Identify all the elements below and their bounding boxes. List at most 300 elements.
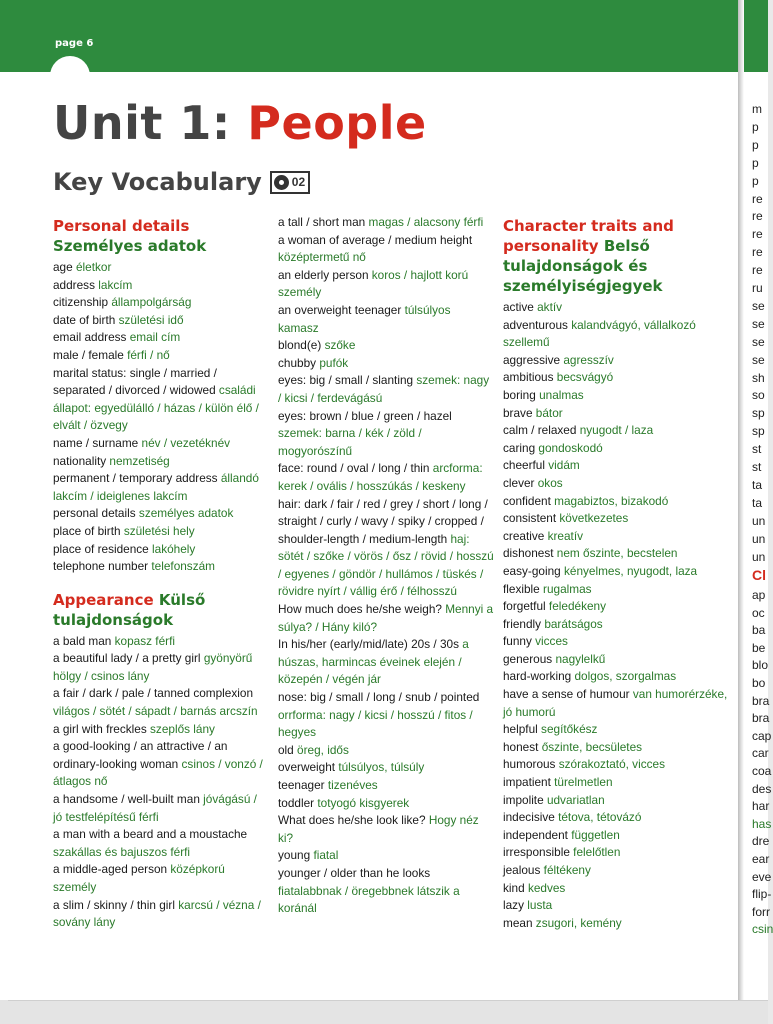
entry-hungarian: állandó lakcím / ideiglenes lakcím xyxy=(53,471,259,503)
vocab-entry xyxy=(53,294,268,312)
entry-english: an overweight teenager xyxy=(278,302,402,317)
facing-page-fragment: un xyxy=(752,549,766,564)
facing-page-fragment: oc xyxy=(752,605,765,620)
vocab-entry xyxy=(503,668,728,686)
entry-hungarian: középtermetű nő xyxy=(278,250,366,265)
vocab-entry xyxy=(503,422,728,440)
facing-page-fragment: blo xyxy=(752,658,769,673)
entry-english: irresponsible xyxy=(503,845,570,860)
entry-hungarian: magas / alacsony férfi xyxy=(368,215,484,229)
entry-hungarian: születési idő xyxy=(118,312,184,327)
facing-page-fragment: so xyxy=(752,388,765,403)
entry-hungarian: szakállas és bajuszos férfi xyxy=(53,844,191,859)
facing-page-fragment: bra xyxy=(752,693,770,708)
facing-page-fragment: re xyxy=(752,191,763,206)
entry-hungarian: agresszív xyxy=(563,352,614,367)
entry-hungarian: őszinte, becsületes xyxy=(541,739,643,754)
vocab-entry xyxy=(503,756,728,774)
entry-english: How much does he/she weigh? xyxy=(278,602,442,617)
vocab-entry xyxy=(53,470,268,505)
vocab-entry xyxy=(503,405,728,423)
entry-hungarian: totyogó kisgyerek xyxy=(317,795,410,810)
entry-english: male / female xyxy=(53,347,124,362)
vocab-entry xyxy=(503,862,728,880)
vocab-entry xyxy=(503,827,728,845)
facing-page-fragment: ear xyxy=(752,852,770,866)
entry-english: kind xyxy=(503,880,525,895)
entry-hungarian: vidám xyxy=(548,458,580,473)
audio-track-badge xyxy=(270,171,310,194)
entry-english: a slim / skinny / thin girl xyxy=(53,897,175,912)
entry-hungarian: kalandvágyó, vállalkozó szellemű xyxy=(503,317,696,350)
vocab-entry xyxy=(53,633,268,651)
entry-english: impolite xyxy=(503,792,544,807)
page-label: page 6 xyxy=(55,38,94,49)
entry-english: cheerful xyxy=(503,458,545,473)
vocab-entry xyxy=(278,865,494,918)
facing-page-fragment: p xyxy=(752,137,759,152)
vocab-entry xyxy=(503,493,728,511)
facing-page-fragment: ta xyxy=(752,495,763,510)
entry-english: honest xyxy=(503,739,539,754)
section-heading xyxy=(53,216,268,256)
vocab-entry xyxy=(53,277,268,295)
entry-hungarian: koros / hajlott korú személy xyxy=(278,267,469,300)
entry-hungarian: bátor xyxy=(535,405,563,420)
vocab-entry xyxy=(278,795,494,813)
entry-english: a girl with freckles xyxy=(53,721,147,736)
entry-english: marital status: single / married / separated / divorced / widowed xyxy=(53,365,217,398)
vocab-entry xyxy=(53,259,268,277)
vocab-entry xyxy=(503,686,728,721)
entry-english: impatient xyxy=(503,775,551,790)
facing-page-fragment: un xyxy=(752,513,766,528)
vocab-entry xyxy=(53,650,268,685)
vocab-entry xyxy=(53,685,268,720)
entry-hungarian: szeplős lány xyxy=(150,721,215,736)
facing-page-fragment: m xyxy=(752,102,762,116)
header-bar-notch xyxy=(50,56,90,88)
entry-english: friendly xyxy=(503,616,542,631)
entry-english: place of residence xyxy=(53,541,149,556)
entry-english: address xyxy=(53,277,95,292)
vocab-entry xyxy=(503,616,728,634)
vocab-entry xyxy=(53,505,268,523)
entry-english: hard-working xyxy=(503,669,572,684)
facing-page-fragment: flip- xyxy=(752,887,772,902)
vocab-entry xyxy=(53,558,268,576)
vocab-entry xyxy=(278,302,494,337)
vocab-entry xyxy=(278,408,494,461)
scan-bottom-margin xyxy=(0,1000,768,1024)
vocab-section xyxy=(278,214,494,918)
vocab-entry xyxy=(278,496,494,602)
vocab-entry xyxy=(503,387,728,405)
vocab-entry xyxy=(503,651,728,669)
entry-hungarian: feledékeny xyxy=(548,599,606,614)
entry-english: email address xyxy=(53,330,127,345)
entry-hungarian: becsvágyó xyxy=(556,370,614,385)
vocab-entry xyxy=(53,347,268,365)
vocab-entry xyxy=(503,880,728,898)
vocab-entry xyxy=(278,847,494,865)
entry-hungarian: gondoskodó xyxy=(538,440,603,455)
entry-hungarian: felelőtlen xyxy=(573,845,621,860)
entry-hungarian: kopasz férfi xyxy=(114,633,175,648)
entry-english: helpful xyxy=(503,722,538,737)
vocab-entry xyxy=(503,897,728,915)
facing-page-fragment: be xyxy=(752,640,766,655)
entry-english: independent xyxy=(503,827,568,842)
entry-english: eyes: brown / blue / green / hazel xyxy=(278,408,452,423)
entry-english: What does he/she look like? xyxy=(278,813,426,828)
vocab-entry xyxy=(503,317,728,352)
cd-icon xyxy=(274,175,289,190)
entry-english: telephone number xyxy=(53,559,149,574)
entry-hungarian: magabiztos, bizakodó xyxy=(554,493,669,508)
entry-hungarian: Hogy néz ki? xyxy=(278,813,479,845)
facing-page-fragment: ba xyxy=(752,623,766,638)
section-heading xyxy=(503,216,728,296)
entry-english: a tall / short man xyxy=(278,215,366,229)
entry-hungarian: független xyxy=(571,827,620,842)
facing-page-fragment: car xyxy=(752,746,769,761)
entry-english: teenager xyxy=(278,778,325,792)
entry-hungarian: tétova, tétovázó xyxy=(558,810,642,825)
vocab-entry xyxy=(503,739,728,757)
unit-topic: People xyxy=(247,96,427,150)
facing-page-fragment: coa xyxy=(752,764,772,778)
entry-english: adventurous xyxy=(503,317,568,332)
facing-page-edge xyxy=(738,0,773,1000)
entry-english: indecisive xyxy=(503,810,555,825)
entry-hungarian: szemek: nagy / kicsi / ferdevágású xyxy=(278,373,490,405)
entry-english: a middle-aged person xyxy=(53,862,168,877)
entry-hungarian: nyugodt / laza xyxy=(579,423,654,438)
vocab-entry xyxy=(53,897,268,932)
vocab-entry xyxy=(503,774,728,792)
section-heading-en: Personal details xyxy=(53,217,190,235)
vocab-entry xyxy=(503,563,728,581)
facing-page-fragment: ap xyxy=(752,588,766,602)
entry-hungarian: következetes xyxy=(559,511,629,526)
vocab-entry xyxy=(503,598,728,616)
facing-page-fragment: p xyxy=(752,173,759,188)
vocab-entry xyxy=(53,435,268,453)
entry-english: an elderly person xyxy=(278,267,369,282)
vocab-entry xyxy=(278,742,494,760)
entry-hungarian: rugalmas xyxy=(543,581,592,596)
entry-english: nose: big / small / long / snub / pointed xyxy=(278,690,480,705)
vocab-entry xyxy=(53,365,268,435)
vocab-entry xyxy=(503,299,728,317)
facing-page-fragment: se xyxy=(752,352,765,367)
vocab-entry xyxy=(278,337,494,355)
entry-english: face: round / oval / long / thin xyxy=(278,461,430,476)
entry-hungarian: van humorérzéke, jó humorú xyxy=(503,687,728,719)
entry-hungarian: udvariatlan xyxy=(546,792,605,807)
entry-hungarian: életkor xyxy=(75,260,112,274)
entry-english: a bald man xyxy=(53,633,112,648)
book-gutter-shadow xyxy=(738,0,744,1000)
entry-hungarian: személyes adatok xyxy=(138,506,234,521)
entry-hungarian: okos xyxy=(537,475,563,490)
vocab-entry xyxy=(503,721,728,739)
unit-label: Unit 1: xyxy=(53,96,231,150)
facing-page-heading-fragment: Cl xyxy=(752,567,766,583)
entry-hungarian: arcforma: kerek / ovális / hosszúkás / keskeny xyxy=(278,461,483,493)
entry-english: name / surname xyxy=(53,435,139,450)
entry-english: confident xyxy=(503,493,551,508)
entry-english: toddler xyxy=(278,795,315,810)
entry-hungarian: zsugori, kemény xyxy=(535,915,622,930)
section-heading-en: Character traits and personality xyxy=(503,217,674,255)
vocab-entry xyxy=(53,791,268,826)
entry-english: calm / relaxed xyxy=(503,423,577,438)
entry-english: citizenship xyxy=(53,295,109,310)
facing-page-fragment: st xyxy=(752,460,762,474)
entry-hungarian: orrforma: nagy / kicsi / hosszú / fitos / hegyes xyxy=(278,707,473,740)
entry-hungarian: állampolgárság xyxy=(111,295,192,310)
entry-hungarian: fiatal xyxy=(313,848,339,863)
facing-page-fragment: se xyxy=(752,334,765,349)
facing-page-fragment: se xyxy=(752,298,765,313)
vocab-entry xyxy=(503,440,728,458)
vocab-entry xyxy=(278,601,494,636)
facing-page-fragment: sp xyxy=(752,424,765,439)
vocab-entry xyxy=(278,689,494,742)
vocab-entry xyxy=(278,777,494,795)
vocab-entry xyxy=(503,581,728,599)
entry-hungarian: szőke xyxy=(324,338,356,353)
entry-hungarian: nem őszinte, becstelen xyxy=(556,546,678,561)
vocab-entry xyxy=(53,312,268,330)
facing-page-fragment: re xyxy=(752,263,763,278)
vocab-entry xyxy=(503,792,728,810)
entry-hungarian: nagylelkű xyxy=(555,651,606,666)
section-heading-hu: Külső tulajdonságok xyxy=(53,590,206,629)
entry-hungarian: nemzetiség xyxy=(109,453,170,468)
entry-english: hair: dark / fair / red / grey / short / long / straight / curly / wavy / spiky / cropped / shoulder-length / medium-length xyxy=(278,496,488,546)
entry-english: clever xyxy=(503,475,535,490)
vocab-entry xyxy=(53,721,268,739)
entry-hungarian: aktív xyxy=(537,300,563,314)
entry-english: flexible xyxy=(503,581,540,596)
vocab-entry xyxy=(278,460,494,495)
entry-english: a handsome / well-built man xyxy=(53,792,200,807)
facing-page-fragment: dre xyxy=(752,834,770,849)
entry-hungarian: csinos / vonzó / átlagos nő xyxy=(53,756,263,789)
vocab-entry xyxy=(503,844,728,862)
entry-hungarian: túlsúlyos, túlsúly xyxy=(338,760,425,775)
entry-hungarian: lakcím xyxy=(98,277,133,292)
vocab-entry xyxy=(503,633,728,651)
facing-page-fragment: har xyxy=(752,799,770,814)
entry-english: a fair / dark / pale / tanned complexion xyxy=(53,686,254,701)
section-heading-en: Appearance xyxy=(53,590,154,609)
vocab-entry xyxy=(53,523,268,541)
vocab-entry xyxy=(53,541,268,559)
vocab-entry xyxy=(278,759,494,777)
vocab-entry xyxy=(53,738,268,791)
facing-page-fragment: sp xyxy=(752,406,765,421)
entry-english: personal details xyxy=(53,506,136,521)
entry-hungarian: név / vezetéknév xyxy=(141,435,231,450)
entry-english: a good-looking / an attractive / an ordinary-looking woman xyxy=(53,739,228,771)
vocab-entry xyxy=(503,457,728,475)
facing-page-fragment: p xyxy=(752,155,759,170)
entry-english: jealous xyxy=(503,863,541,877)
vocab-entry xyxy=(503,369,728,387)
entry-english: consistent xyxy=(503,511,557,526)
vocab-entry xyxy=(503,528,728,546)
vocab-entry xyxy=(53,453,268,471)
header-bar xyxy=(0,0,738,72)
entry-hungarian: telefonszám xyxy=(151,559,215,574)
entry-hungarian: kreatív xyxy=(547,528,583,543)
entry-english: date of birth xyxy=(53,312,116,327)
entry-english: caring xyxy=(503,440,536,455)
vocab-section xyxy=(53,216,268,576)
entry-english: mean xyxy=(503,915,533,930)
entry-hungarian: vicces xyxy=(535,634,568,649)
entry-hungarian: haj: sötét / szőke / vörös / ősz / rövid / hosszú / egyenes / göndör / hullámos / tüskés / rövidre nyírt / vállig érő / félhosszú xyxy=(278,531,494,599)
entry-english: younger / older than he looks xyxy=(278,865,431,880)
entry-hungarian: barátságos xyxy=(544,616,603,631)
facing-page-fragment: bo xyxy=(752,676,766,690)
audio-track-number: 02 xyxy=(291,175,306,189)
entry-hungarian: türelmetlen xyxy=(554,775,613,790)
vocab-entry xyxy=(278,232,494,267)
entry-hungarian: unalmas xyxy=(539,387,584,402)
facing-page-fragment: des xyxy=(752,781,772,796)
entry-hungarian: Mennyi a súlya? / Hány kiló? xyxy=(278,602,494,634)
entry-english: generous xyxy=(503,651,553,666)
entry-english: dishonest xyxy=(503,546,554,561)
vocab-entry xyxy=(278,636,494,689)
entry-english: forgetful xyxy=(503,599,546,614)
entry-hungarian: öreg, idős xyxy=(297,742,349,757)
facing-page-fragment: re xyxy=(752,245,763,260)
entry-english: lazy xyxy=(503,898,524,913)
entry-english: old xyxy=(278,742,294,757)
entry-hungarian: jóvágású / jó testfelépítésű férfi xyxy=(53,792,257,824)
entry-english: In his/her (early/mid/late) 20s / 30s xyxy=(278,637,459,652)
entry-english: easy-going xyxy=(503,563,561,578)
page-title xyxy=(53,96,427,150)
vocab-entry xyxy=(503,510,728,528)
entry-english: ambitious xyxy=(503,370,554,385)
facing-page-fragment: re xyxy=(752,227,763,242)
entry-hungarian: férfi / nő xyxy=(127,347,170,362)
vocab-entry xyxy=(278,812,494,847)
vocab-entry xyxy=(503,475,728,493)
entry-english: aggressive xyxy=(503,352,561,367)
facing-page-fragment: bra xyxy=(752,711,770,726)
facing-page-fragment: se xyxy=(752,316,765,331)
vocab-column-2 xyxy=(278,214,494,928)
entry-hungarian: tizenéves xyxy=(327,778,378,792)
section-heading xyxy=(53,590,268,630)
facing-page-fragment: csin xyxy=(752,922,773,937)
facing-page-fragment: forr xyxy=(752,904,770,919)
entry-english: a beautiful lady / a pretty girl xyxy=(53,651,201,666)
entry-hungarian: dolgos, szorgalmas xyxy=(574,669,677,684)
vocab-entry xyxy=(53,861,268,896)
vocab-section xyxy=(53,590,268,932)
vocab-section xyxy=(503,216,728,932)
entry-english: have a sense of humour xyxy=(503,687,630,702)
entry-hungarian: kedves xyxy=(527,880,566,895)
vocab-entry xyxy=(278,267,494,302)
entry-english: chubby xyxy=(278,355,317,370)
entry-english: a woman of average / medium height xyxy=(278,232,473,247)
entry-hungarian: születési hely xyxy=(123,523,195,538)
entry-hungarian: pufók xyxy=(319,355,349,370)
entry-english: place of birth xyxy=(53,523,121,538)
key-vocabulary-label: Key Vocabulary xyxy=(53,168,262,196)
entry-hungarian: email cím xyxy=(129,330,181,345)
entry-hungarian: szórakoztató, vicces xyxy=(558,757,665,772)
vocab-entry xyxy=(503,545,728,563)
vocab-entry xyxy=(278,355,494,373)
entry-hungarian: családi állapot: egyedülálló / házas / külön élő / elvált / özvegy xyxy=(53,383,259,433)
vocab-column-1 xyxy=(53,214,268,942)
entry-english: eyes: big / small / slanting xyxy=(278,373,414,388)
entry-english: young xyxy=(278,848,311,863)
entry-hungarian: a húszas, harmincas éveinek elején / közepén / végén jár xyxy=(278,637,469,687)
vocab-entry xyxy=(503,915,728,933)
facing-page-fragment: st xyxy=(752,442,762,457)
page-edge-line xyxy=(8,1000,768,1001)
facing-page-fragment: un xyxy=(752,531,766,546)
entry-hungarian: középkorú személy xyxy=(53,862,225,894)
entry-english: overweight xyxy=(278,760,336,775)
vocab-entry xyxy=(53,329,268,347)
entry-english: funny xyxy=(503,634,532,649)
vocab-column-3 xyxy=(503,214,728,942)
section-heading-hu: Belső tulajdonságok és személyiségjegyek xyxy=(503,237,663,295)
entry-english: creative xyxy=(503,528,545,543)
vocab-entry xyxy=(278,372,494,407)
facing-page-fragment: ta xyxy=(752,477,763,492)
entry-english: permanent / temporary address xyxy=(53,471,218,486)
key-vocabulary-heading xyxy=(53,168,310,196)
vocab-entry xyxy=(503,352,728,370)
vocab-entry xyxy=(53,826,268,861)
entry-english: blond(e) xyxy=(278,338,322,353)
entry-english: active xyxy=(503,300,534,314)
entry-english: age xyxy=(53,260,73,274)
facing-page-fragment: p xyxy=(752,119,759,134)
facing-page-fragment: cap xyxy=(752,728,772,743)
entry-hungarian: világos / sötét / sápadt / barnás arcszín xyxy=(53,704,258,719)
entry-hungarian: fiatalabbnak / öregebbnek látszik a koránál xyxy=(278,883,460,916)
entry-hungarian: túlsúlyos kamasz xyxy=(278,302,451,335)
entry-hungarian: féltékeny xyxy=(543,863,591,877)
vocab-entry xyxy=(278,214,494,232)
entry-hungarian: segítőkész xyxy=(541,722,598,737)
entry-english: brave xyxy=(503,405,533,420)
facing-page-fragment: has xyxy=(752,816,772,831)
entry-hungarian: gyönyörű hölgy / csinos lány xyxy=(53,651,253,683)
entry-hungarian: karcsú / vézna / sovány lány xyxy=(53,897,261,930)
facing-page-fragment: re xyxy=(752,209,763,224)
facing-page-fragment: eve xyxy=(752,869,772,884)
entry-hungarian: lakóhely xyxy=(152,541,196,556)
facing-page-fragment: sh xyxy=(752,370,765,385)
entry-english: a man with a beard and a moustache xyxy=(53,827,248,842)
